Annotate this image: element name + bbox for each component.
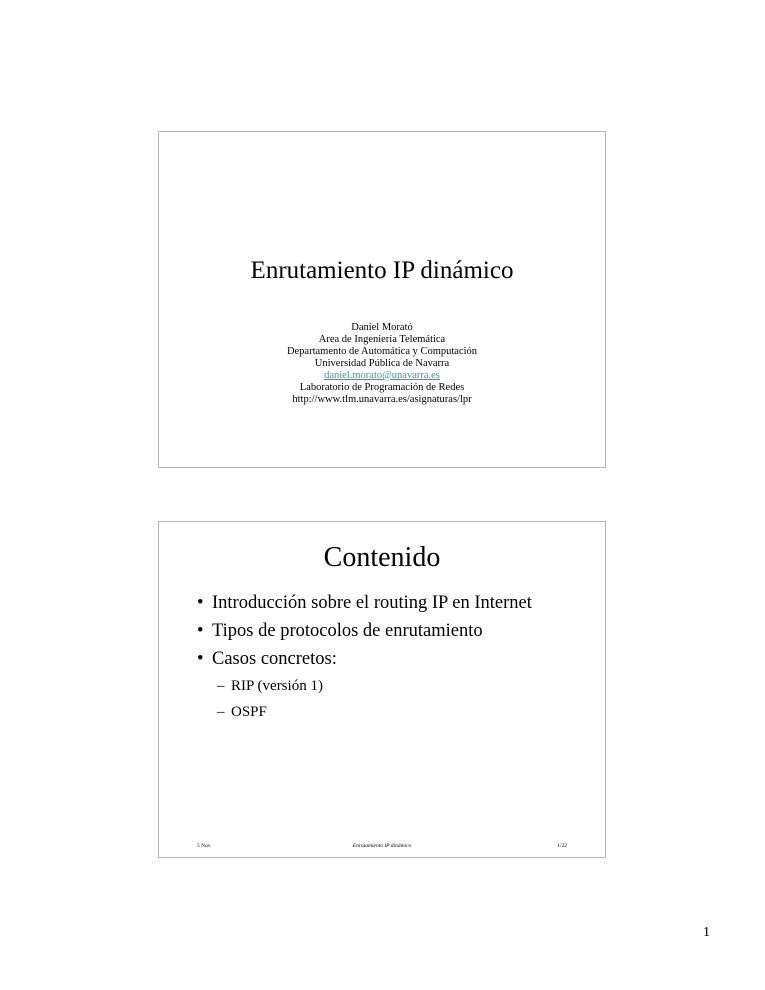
page-number: 1 — [703, 925, 710, 940]
contents-slide — [158, 521, 606, 858]
dash-icon: – — [217, 704, 225, 720]
author-info — [159, 322, 605, 406]
university-name: Universidad Pública de Navarra — [314, 358, 450, 369]
author-name: Daniel Morató — [351, 322, 413, 333]
footer-page: 1/22 — [557, 843, 567, 849]
lab-name: Laboratorio de Programación de Redes — [299, 382, 465, 393]
bullet-text: Tipos de protocolos de enrutamiento — [212, 621, 483, 641]
dash-icon: – — [217, 678, 225, 694]
bullet-list — [197, 589, 532, 725]
area-name: Area de Ingeniería Telemática — [318, 334, 446, 345]
title-slide — [158, 131, 606, 468]
course-url: http://www.tlm.unavarra.es/asignaturas/lpr — [292, 394, 472, 405]
sub-bullet-list — [197, 673, 532, 725]
sub-bullet-text: OSPF — [231, 704, 267, 720]
slide-title: Contenido — [323, 542, 441, 573]
sub-list-item — [217, 673, 532, 699]
list-item — [197, 645, 532, 725]
list-item — [197, 617, 532, 645]
sub-bullet-text: RIP (versión 1) — [231, 678, 323, 694]
bullet-icon: • — [197, 621, 204, 641]
bullet-icon: • — [197, 649, 204, 669]
sub-list-item — [217, 699, 532, 725]
department-name: Departamento de Automática y Computación — [286, 346, 478, 357]
slide-title: Enrutamiento IP dinámico — [250, 257, 514, 284]
footer-date: 5 Nov — [197, 843, 211, 849]
bullet-icon: • — [197, 593, 204, 613]
email-link[interactable]: daniel.morato@unavarra.es — [324, 370, 440, 381]
footer-title: Enrutamiento IP dinámico — [352, 843, 412, 849]
bullet-text: Casos concretos: — [212, 649, 337, 669]
bullet-text: Introducción sobre el routing IP en Internet — [212, 593, 532, 613]
list-item — [197, 589, 532, 617]
